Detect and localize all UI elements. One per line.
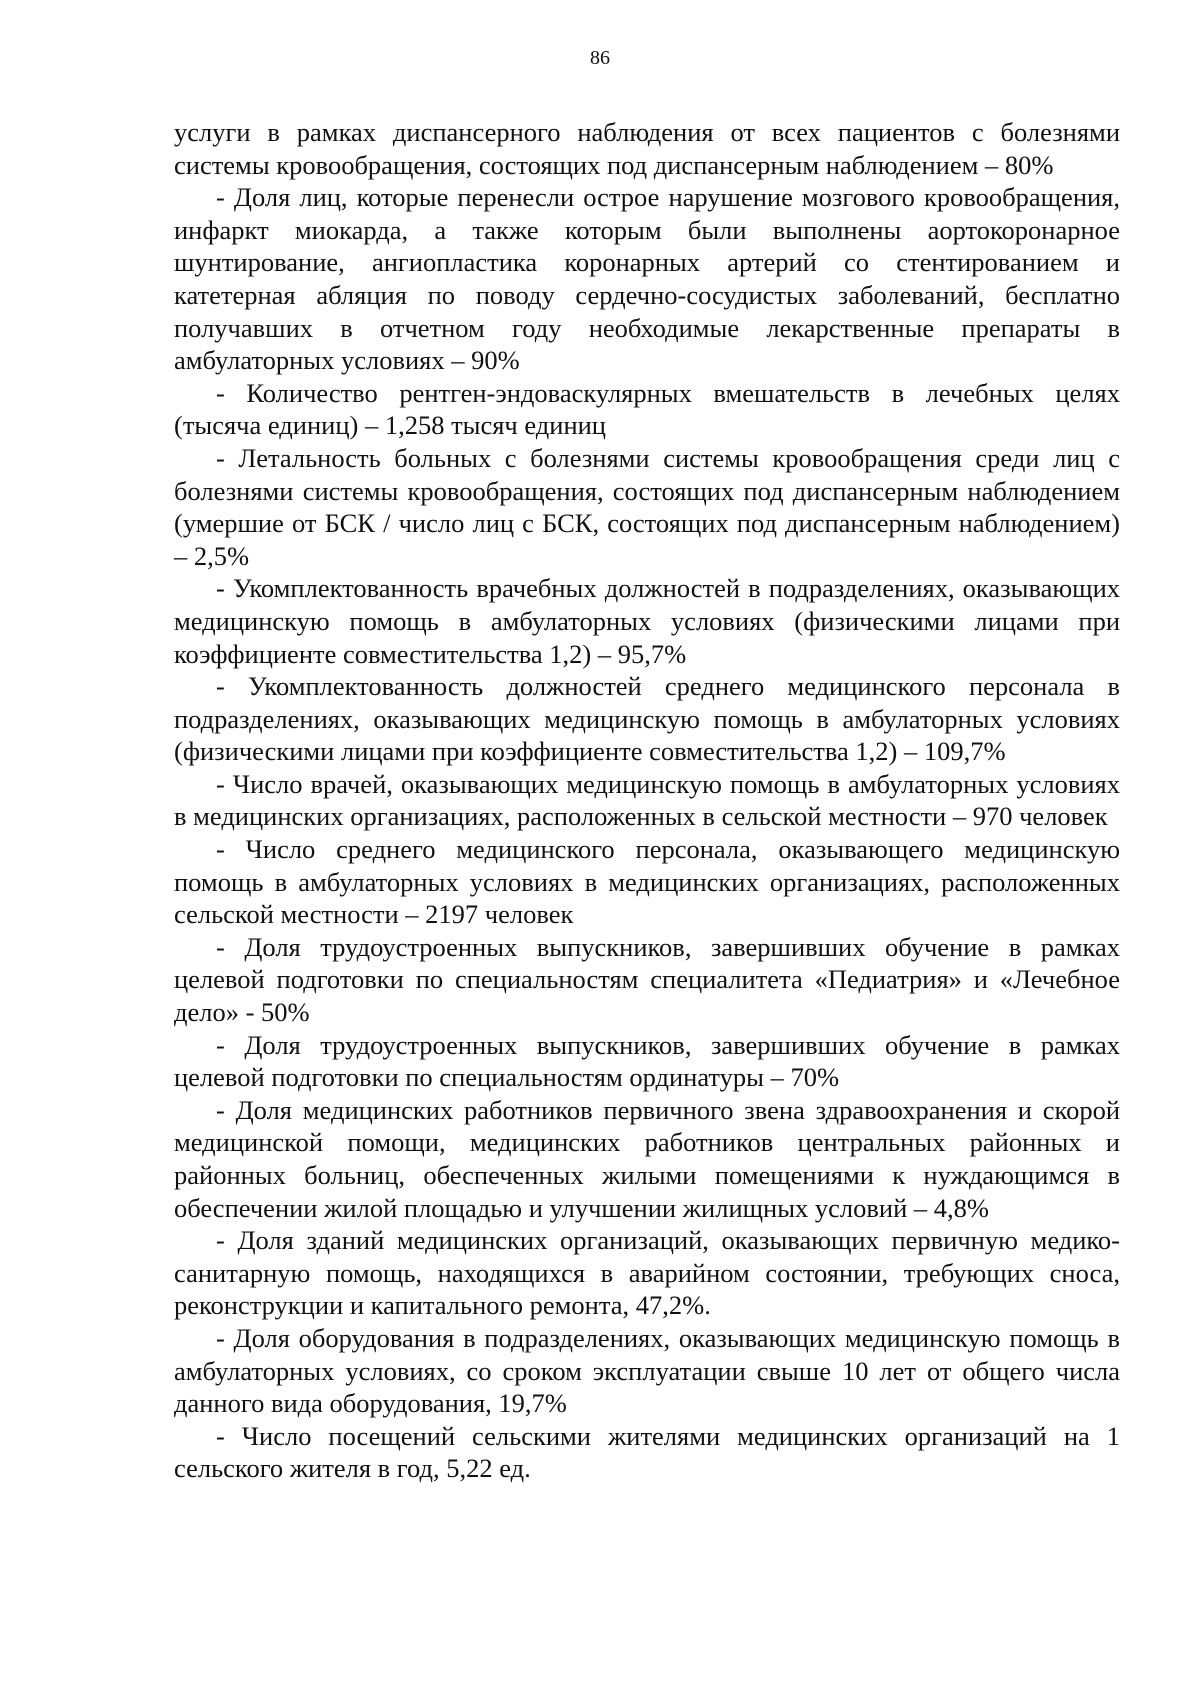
paragraph-list-item: - Доля трудоустроенных выпускников, завершивших обучение в рамках целевой подготовки по специальностям ординатуры – 70% bbox=[174, 1029, 1120, 1093]
paragraph-list-item: - Доля оборудования в подразделениях, оказывающих медицинскую помощь в амбулаторных условиях, со сроком эксплуатации свыше 10 лет от общего числа данного вида оборудования, 19,7% bbox=[174, 1322, 1120, 1419]
paragraph-list-item: - Доля зданий медицинских организаций, оказывающих первичную медико-санитарную помощь, находящихся в аварийном состоянии, требующих сноса, реконструкции и капитального ремонта, 47,2%. bbox=[174, 1225, 1120, 1321]
paragraph-list-item: - Число среднего медицинского персонала, оказывающего медицинскую помощь в амбулаторных условиях в медицинских организациях, расположенных сельской местности – 2197 человек bbox=[174, 834, 1120, 930]
paragraph-list-item: - Доля лиц, которые перенесли острое нарушение мозгового кровообращения, инфаркт миокарда, а также которым были выполнены аортокоронарное шунтирование, ангиопластика коронарных артерий со стентированием и катетерная абляция по поводу сердечно-сосудистых заболеваний, бесплатно получавших в отчетном году необходимые лекарственные препараты в амбулаторных условиях – 90% bbox=[174, 182, 1120, 376]
body-text bbox=[174, 116, 1120, 1485]
paragraph-list-item: - Число посещений сельскими жителями медицинских организаций на 1 сельского жителя в год, 5,22 ед. bbox=[174, 1420, 1120, 1484]
paragraph-list-item: - Число врачей, оказывающих медицинскую помощь в амбулаторных условиях в медицинских организациях, расположенных в сельской местности – 970 человек bbox=[174, 768, 1120, 832]
paragraph-list-item: - Доля медицинских работников первичного звена здравоохранения и скорой медицинской помощи, медицинских работников центральных районных и районных больниц, обеспеченных жилыми помещениями к нуждающимся в обеспечении жилой площадью и улучшении жилищных условий – 4,8% bbox=[174, 1094, 1120, 1223]
paragraph-list-item: - Укомплектованность должностей среднего медицинского персонала в подразделениях, оказывающих медицинскую помощь в амбулаторных условиях (физическими лицами при коэффициенте совместительства 1,2) – 109,7% bbox=[174, 671, 1120, 767]
page-number: 86 bbox=[590, 47, 610, 69]
paragraph-continuation: услуги в рамках диспансерного наблюдения от всех пациентов с болезнями системы кровообращения, состоящих под диспансерным наблюдением – 80% bbox=[174, 117, 1120, 180]
paragraph-list-item: - Летальность больных с болезнями системы кровообращения среди лиц с болезнями системы кровообращения, состоящих под диспансерным наблюдением (умершие от БСК / число лиц с БСК, состоящих под диспансерным наблюдением) – 2,5% bbox=[174, 442, 1120, 571]
paragraph-list-item: - Укомплектованность врачебных должностей в подразделениях, оказывающих медицинскую помощь в амбулаторных условиях (физическими лицами при коэффициенте совместительства 1,2) – 95,7% bbox=[174, 573, 1120, 669]
paragraph-list-item: - Доля трудоустроенных выпускников, завершивших обучение в рамках целевой подготовки по специальностям специалитета «Педиатрия» и «Лечебное дело» - 50% bbox=[174, 931, 1120, 1028]
paragraph-list-item: - Количество рентген-эндоваскулярных вмешательств в лечебных целях (тысяча единиц) – 1,258 тысяч единиц bbox=[174, 377, 1120, 441]
